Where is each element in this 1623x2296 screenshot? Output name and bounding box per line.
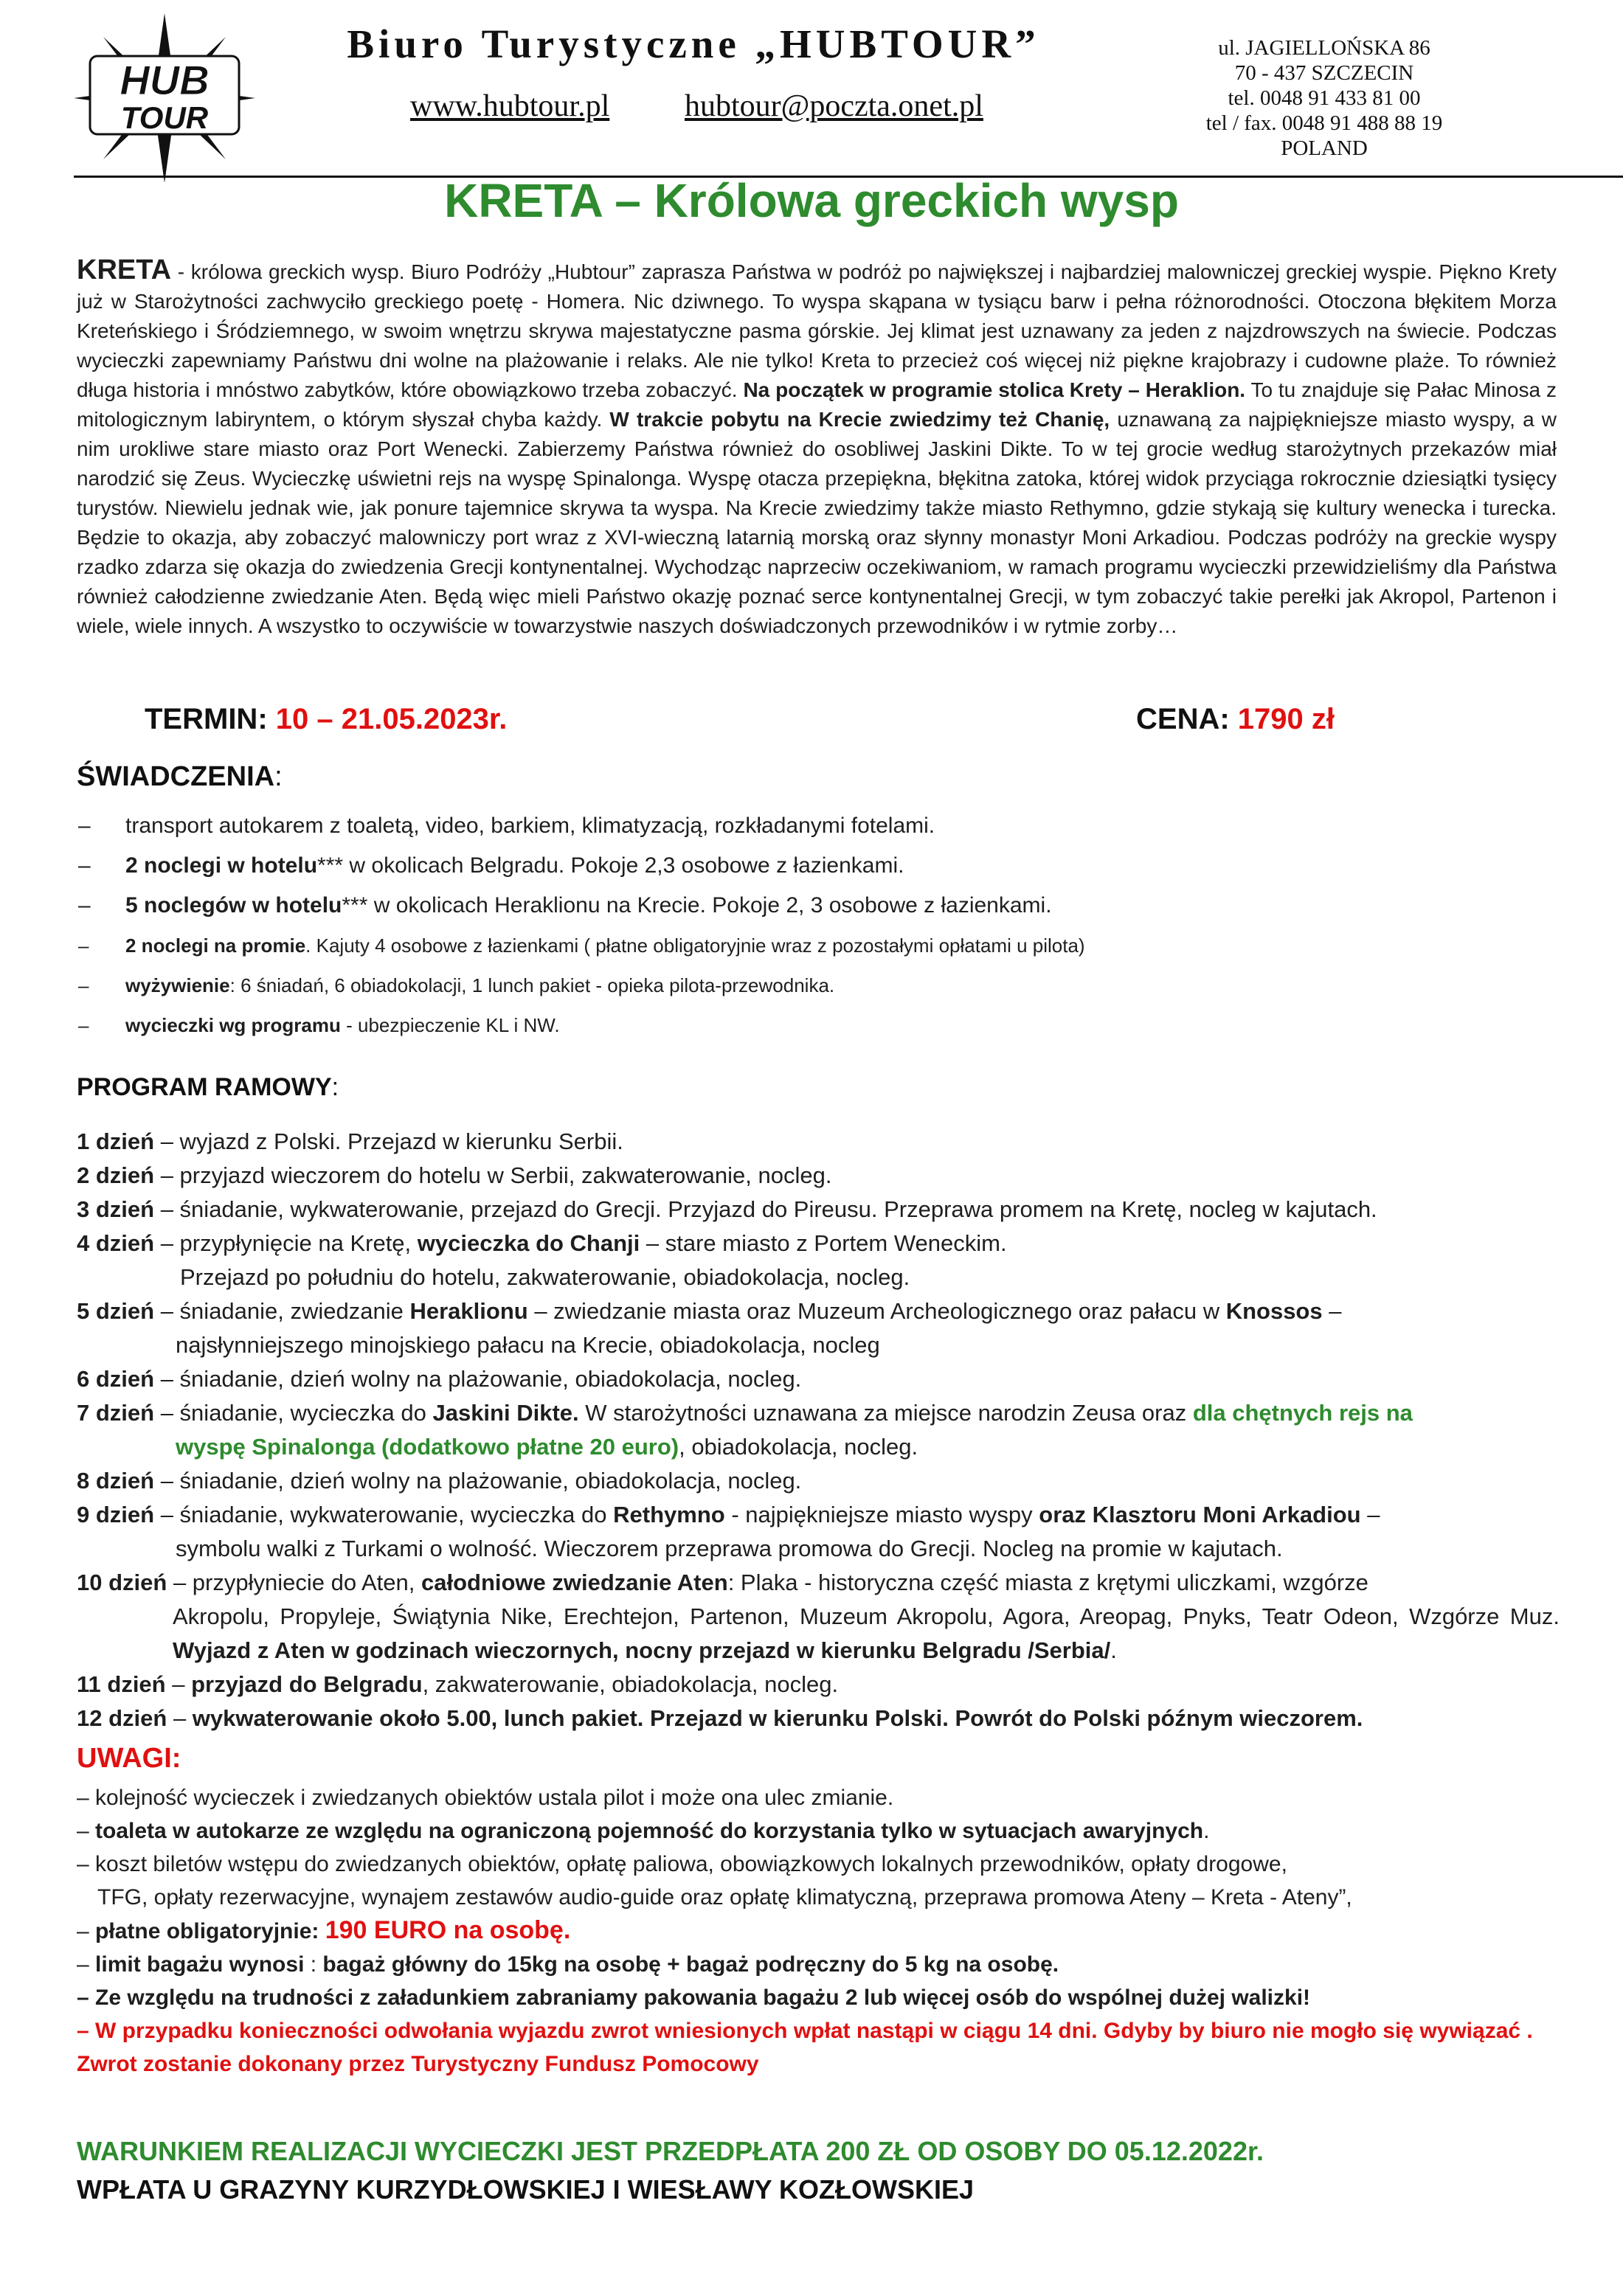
day-text: – śniadanie, wycieczka do bbox=[154, 1400, 433, 1426]
list-item bbox=[77, 971, 1589, 1000]
list-item bbox=[77, 931, 1589, 960]
address-line: 70 - 437 SZCZECIN bbox=[1234, 61, 1414, 85]
program-day-4 bbox=[77, 1227, 1560, 1294]
day-label: 2 dzień bbox=[77, 1162, 155, 1188]
day-highlight: całodniowe zwiedzanie Aten bbox=[421, 1570, 728, 1595]
note-bold: bagaż główny do 15kg na osobę + bagaż podręczny do 5 kg na osobę. bbox=[322, 1952, 1059, 1977]
address-line: tel. 0048 91 433 81 00 bbox=[1228, 86, 1421, 110]
day-label: 6 dzień bbox=[77, 1366, 155, 1392]
day-highlight: wykwaterowanie około 5.00, lunch pakiet. Przejazd w kierunku Polski. Powrót do Polski późnym wieczorem. bbox=[192, 1705, 1363, 1731]
program-heading bbox=[77, 1073, 339, 1102]
benefit-bold: 2 noclegi w hotelu bbox=[125, 853, 318, 878]
day-text: – śniadanie, dzień wolny na plażowanie, obiadokolacja, nocleg. bbox=[154, 1366, 802, 1392]
program-day-6 bbox=[77, 1362, 1560, 1396]
trip-dates bbox=[145, 703, 507, 736]
dash-bullet: – bbox=[78, 814, 91, 838]
intro-text: uznawaną za najpiękniejsze miasto wyspy, a w nim urokliwe stare miasto oraz Port Wenecki. Zabierzemy Państwa również do osobliwej Jaskini Dikte. To w tej grocie według starożytnych przekazów miał narodzić się Zeus. Wycieczkę uświetni rejs na wyspę Spinalonga. Wyspę otacza przepiękna, błękitna zatoka, której widok przyciąga rokrocznie dziesiątki tysięcy turystów. Niewielu jednak wie, jak ponure tajemnice skrywa ta wyspa. Na Krecie zwiedzimy także miasto Rethymno, gdzie stykają się kultury wenecka i turecka. Będzie to okazja, aby zobaczyć malowniczy port wraz z XVI-wieczną latarnią morską oraz słynny monastyr Moni Arkadiou. Podczas podróży na greckie wyspy rzadko zdarza się okazja do zwiedzenia Grecji kontynentalnej. Wychodząc naprzeciw oczekiwaniom, w ramach programu wycieczki przewidzieliśmy dla Państwa również całodzienne zwiedzanie Aten. Będą więc mieli Państwo okazję poznać serce kontynentalnej Grecji, w tym zobaczyć takie perełki jak Akropol, Partenon i wiele, wiele innych. A wszystko to oczywiście w towarzystwie naszych doświadczonych przewodników i w rytmie zorby… bbox=[77, 408, 1557, 637]
benefit-text: . Kajuty 4 osobowe z łazienkami ( płatne obligatoryjnie wraz z pozostałymi opłatami u pilota) bbox=[305, 934, 1085, 957]
note-text: – bbox=[77, 1919, 96, 1943]
day-text: - najpiękniejsze miasto wyspy bbox=[724, 1502, 1039, 1527]
note-text: : bbox=[304, 1952, 323, 1977]
trip-price bbox=[1136, 703, 1335, 736]
benefit-text: *** w okolicach Belgradu. Pokoje 2,3 osobowe z łazienkami. bbox=[317, 853, 904, 878]
note-item bbox=[77, 1948, 1560, 1981]
mandatory-fee: 190 EURO na osobę. bbox=[325, 1916, 571, 1944]
day-text: . bbox=[1110, 1637, 1117, 1663]
dash-bullet: – bbox=[78, 1014, 89, 1036]
day-text: symbolu walki z Turkami o wolność. Wieczorem przeprawa promowa do Grecji. Nocleg na promie w kajutach. bbox=[176, 1536, 1283, 1561]
day-label: 9 dzień bbox=[77, 1502, 155, 1527]
list-item bbox=[77, 891, 1589, 920]
day-text: – stare miasto z Portem Weneckim. bbox=[640, 1230, 1007, 1256]
payment-contacts: WPŁATA U GRAZYNY KURZYDŁOWSKIEJ I WIESŁAWY KOZŁOWSKIEJ bbox=[77, 2174, 975, 2205]
logo-text-top: HUB bbox=[120, 57, 210, 103]
day-label: 4 dzień bbox=[77, 1230, 155, 1256]
benefit-bold: wycieczki wg programu bbox=[125, 1014, 341, 1036]
refund-note: Gdyby by biuro nie mogło się wywiązać . Zwrot zostanie dokonany przez Turystyczny Fundusz Pomocowy bbox=[77, 2019, 1533, 2076]
benefit-bold: 5 noclegów w hotelu bbox=[125, 893, 342, 918]
program-day-9 bbox=[77, 1498, 1560, 1566]
benefit-text: - ubezpieczenie KL i NW. bbox=[340, 1014, 560, 1036]
dates-value: 10 – 21.05.2023r. bbox=[275, 703, 508, 735]
benefits-title: ŚWIADCZENIA bbox=[77, 761, 275, 792]
hubtour-logo bbox=[74, 13, 255, 183]
day-label: 1 dzień bbox=[77, 1128, 155, 1154]
day-label: 12 dzień bbox=[77, 1705, 167, 1731]
address-line: ul. JAGIELLOŃSKA 86 bbox=[1218, 36, 1430, 60]
day-text: – przypłyniecie do Aten, bbox=[167, 1570, 421, 1595]
refund-note: – W przypadku konieczności odwołania wyjazdu zwrot wniesionych wpłat nastąpi w ciągu 14 dni. bbox=[77, 2019, 1098, 2043]
day-label: 11 dzień bbox=[77, 1671, 166, 1697]
note-item bbox=[77, 1981, 1560, 2014]
note-text: – koszt biletów wstępu do zwiedzanych obiektów, opłatę paliowa, obowiązkowych lokalnych przewodników, opłaty drogowe, bbox=[77, 1852, 1287, 1876]
day-text: – bbox=[165, 1671, 192, 1697]
day-highlight: przyjazd do Belgradu bbox=[191, 1671, 423, 1697]
day-text: Przejazd po południu do hotelu, zakwaterowanie, obiadokolacja, nocleg. bbox=[180, 1264, 910, 1290]
intro-highlight: W trakcie pobytu na Krecie zwiedzimy też Chanię, bbox=[609, 408, 1110, 431]
day-text: W starożytności uznawana za miejsce narodzin Zeusa oraz bbox=[578, 1400, 1193, 1426]
program-day-1 bbox=[77, 1125, 1560, 1159]
day-text: – wyjazd z Polski. Przejazd w kierunku Serbii. bbox=[154, 1128, 623, 1154]
day-text: – śniadanie, dzień wolny na plażowanie, obiadokolacja, nocleg. bbox=[154, 1468, 802, 1494]
day-text: – śniadanie, zwiedzanie bbox=[154, 1298, 410, 1324]
benefit-text: : 6 śniadań, 6 obiadokolacji, 1 lunch pakiet - opieka pilota-przewodnika. bbox=[229, 974, 835, 996]
day-text: – bbox=[167, 1705, 193, 1731]
program-colon: : bbox=[331, 1073, 339, 1101]
intro-text: To tu znajduje się Pałac Minosa z mitologicznym labiryntem, o którym słyszał chyba każdy. bbox=[77, 378, 1557, 431]
day-text: , obiadokolacja, nocleg. bbox=[679, 1434, 918, 1460]
day-label: 10 dzień bbox=[77, 1570, 167, 1595]
day-text: najsłynniejszego minojskiego pałacu na Krecie, obiadokolacja, nocleg bbox=[176, 1332, 880, 1358]
program-day-5 bbox=[77, 1294, 1560, 1362]
program-day-8 bbox=[77, 1464, 1560, 1498]
day-label: 5 dzień bbox=[77, 1298, 155, 1324]
day-text: – przypłynięcie na Kretę, bbox=[154, 1230, 418, 1256]
note-text: – bbox=[77, 1952, 96, 1977]
price-label: CENA: bbox=[1136, 703, 1238, 735]
intro-paragraph bbox=[77, 255, 1557, 641]
notes-heading: UWAGI: bbox=[77, 1743, 181, 1774]
day-highlight: oraz Klasztoru Moni Arkadiou bbox=[1039, 1502, 1361, 1527]
day-text: : Plaka - historyczna część miasta z krętymi uliczkami, wzgórze bbox=[727, 1570, 1368, 1595]
day-text: – śniadanie, wykwaterowanie, wycieczka do bbox=[154, 1502, 614, 1527]
price-value: 1790 zł bbox=[1237, 703, 1335, 735]
website-link[interactable]: www.hubtour.pl bbox=[410, 89, 610, 123]
day-optional: wyspę Spinalonga (dodatkowo płatne 20 euro) bbox=[176, 1434, 679, 1460]
note-bold: toaleta w autokarze ze względu na ograniczoną pojemność do korzystania tylko w sytuacjach awaryjnych bbox=[95, 1819, 1204, 1843]
intro-text: - królowa greckich wysp. Biuro Podróży „Hubtour” zaprasza Państwa w podróż po największej i najbardziej malowniczej greckiej wyspie. Piękno Krety już w Starożytności zachwyciło greckiego poetę - Homera. Nic dziwnego. To wyspa skąpana w tysiącu barw i pełna różnorodności. Otoczona błękitem Morza Kreteńskiego i Śródziemnego, w swoim wnętrzu skrywa majestatyczne pasma górskie. Jej klimat jest uznawany za jeden z najzdrowszych na świecie. Podczas wycieczki zapewniamy Państwu dni wolne na plażowanie i relaks. Ale nie tylko! Kreta to przecież coś więcej niż piękne krajobrazy i cudowne plaże. To również długa historia i mnóstwo zabytków, które obowiązkowo trzeba zobaczyć. bbox=[77, 260, 1557, 401]
day-highlight: Rethymno bbox=[613, 1502, 725, 1527]
email-link[interactable]: hubtour@poczta.onet.pl bbox=[685, 89, 983, 123]
list-item bbox=[77, 1010, 1589, 1040]
benefit-text: *** w okolicach Heraklionu na Krecie. Pokoje 2, 3 osobowe z łazienkami. bbox=[342, 893, 1052, 918]
program-day-10 bbox=[77, 1566, 1560, 1668]
list-item bbox=[77, 811, 1589, 841]
day-text: , zakwaterowanie, obiadokolacja, nocleg. bbox=[422, 1671, 839, 1697]
note-item: – kolejność wycieczek i zwiedzanych obiektów ustala pilot i może ona ulec zmianie. bbox=[77, 1786, 894, 1810]
benefit-text: transport autokarem z toaletą, video, barkiem, klimatyzacją, rozkładanymi fotelami. bbox=[125, 814, 935, 838]
address-line: tel / fax. 0048 91 488 88 19 bbox=[1205, 111, 1443, 135]
day-highlight: Heraklionu bbox=[409, 1298, 528, 1324]
deposit-amount: 200 ZŁ OD OSOBY DO 05.12.2022r. bbox=[826, 2136, 1264, 2166]
day-text: – bbox=[1322, 1298, 1342, 1324]
benefit-bold: 2 noclegi na promie bbox=[125, 934, 306, 957]
benefits-list bbox=[77, 811, 1589, 1040]
note-item bbox=[77, 1814, 1560, 1848]
company-name: Biuro Turystyczne „HUBTOUR” bbox=[347, 21, 1040, 66]
note-bold: – Ze względu na trudności z załadunkiem zabraniamy pakowania bagażu 2 lub więcej osób do wspólnej dużej walizki! bbox=[77, 1985, 1311, 2010]
address-line: POLAND bbox=[1281, 136, 1368, 160]
logo-text-bottom: TOUR bbox=[120, 100, 209, 135]
day-highlight: wycieczka do Chanji bbox=[417, 1230, 640, 1256]
benefits-heading bbox=[77, 761, 283, 793]
day-label: 8 dzień bbox=[77, 1468, 155, 1494]
dash-bullet: – bbox=[78, 853, 91, 878]
benefits-colon: : bbox=[274, 761, 283, 792]
intro-lead: KRETA bbox=[77, 254, 172, 285]
benefit-bold: wyżywienie bbox=[125, 974, 230, 996]
day-label: 3 dzień bbox=[77, 1196, 155, 1222]
program-day-3 bbox=[77, 1193, 1560, 1227]
dash-bullet: – bbox=[78, 893, 91, 918]
day-highlight: Jaskini Dikte. bbox=[432, 1400, 579, 1426]
note-item bbox=[77, 1914, 1560, 1948]
note-item bbox=[77, 2014, 1560, 2081]
company-address bbox=[1166, 35, 1483, 161]
note-bold: limit bagażu wynosi bbox=[95, 1952, 305, 1977]
note-text: – bbox=[77, 1819, 96, 1843]
program-title: PROGRAM RAMOWY bbox=[77, 1073, 332, 1101]
note-text: TFG, opłaty rezerwacyjne, wynajem zestawów audio-guide oraz opłatę klimatyczną, przeprawa promowa Ateny – Kreta - Ateny”, bbox=[97, 1885, 1352, 1910]
day-text: – przyjazd wieczorem do hotelu w Serbii, zakwaterowanie, nocleg. bbox=[154, 1162, 832, 1188]
dates-label: TERMIN: bbox=[145, 703, 276, 735]
list-item bbox=[77, 851, 1589, 881]
day-highlight: Knossos bbox=[1225, 1298, 1323, 1324]
intro-highlight: Na początek w programie stolica Krety – Heraklion. bbox=[743, 378, 1246, 401]
program-day-12 bbox=[77, 1702, 1560, 1735]
deposit-text: WARUNKIEM REALIZACJI WYCIECZKI JEST PRZEDPŁATA bbox=[77, 2136, 826, 2166]
note-bold: płatne obligatoryjnie: bbox=[95, 1919, 325, 1943]
page-title: KRETA – Królowa greckich wysp bbox=[444, 174, 1179, 227]
note-text: . bbox=[1203, 1819, 1210, 1843]
day-text: – bbox=[1360, 1502, 1380, 1527]
dash-bullet: – bbox=[78, 934, 89, 957]
program-day-11 bbox=[77, 1668, 1560, 1702]
day-optional: dla chętnych rejs na bbox=[1192, 1400, 1413, 1426]
program-day-7 bbox=[77, 1396, 1560, 1464]
deposit-condition bbox=[77, 2136, 1264, 2167]
day-text: Akropolu, Propyleje, Świątynia Nike, Erechtejon, Partenon, Muzeum Akropolu, Agora, Areopag, Pnyks, Teatr Odeon, Wzgórze Muz. bbox=[173, 1603, 1560, 1629]
day-text: – zwiedzanie miasta oraz Muzeum Archeologicznego oraz pałacu w bbox=[527, 1298, 1226, 1324]
day-label: 7 dzień bbox=[77, 1400, 155, 1426]
program-list bbox=[77, 1125, 1560, 1735]
program-day-2 bbox=[77, 1159, 1560, 1193]
day-text: – śniadanie, wykwaterowanie, przejazd do Grecji. Przyjazd do Pireusu. Przeprawa promem na Kretę, nocleg w kajutach. bbox=[154, 1196, 1377, 1222]
dash-bullet: – bbox=[78, 974, 89, 996]
notes-list bbox=[77, 1781, 1560, 2081]
day-highlight: Wyjazd z Aten w godzinach wieczornych, nocny przejazd w kierunku Belgradu /Serbia/ bbox=[173, 1637, 1111, 1663]
note-item bbox=[77, 1848, 1560, 1914]
